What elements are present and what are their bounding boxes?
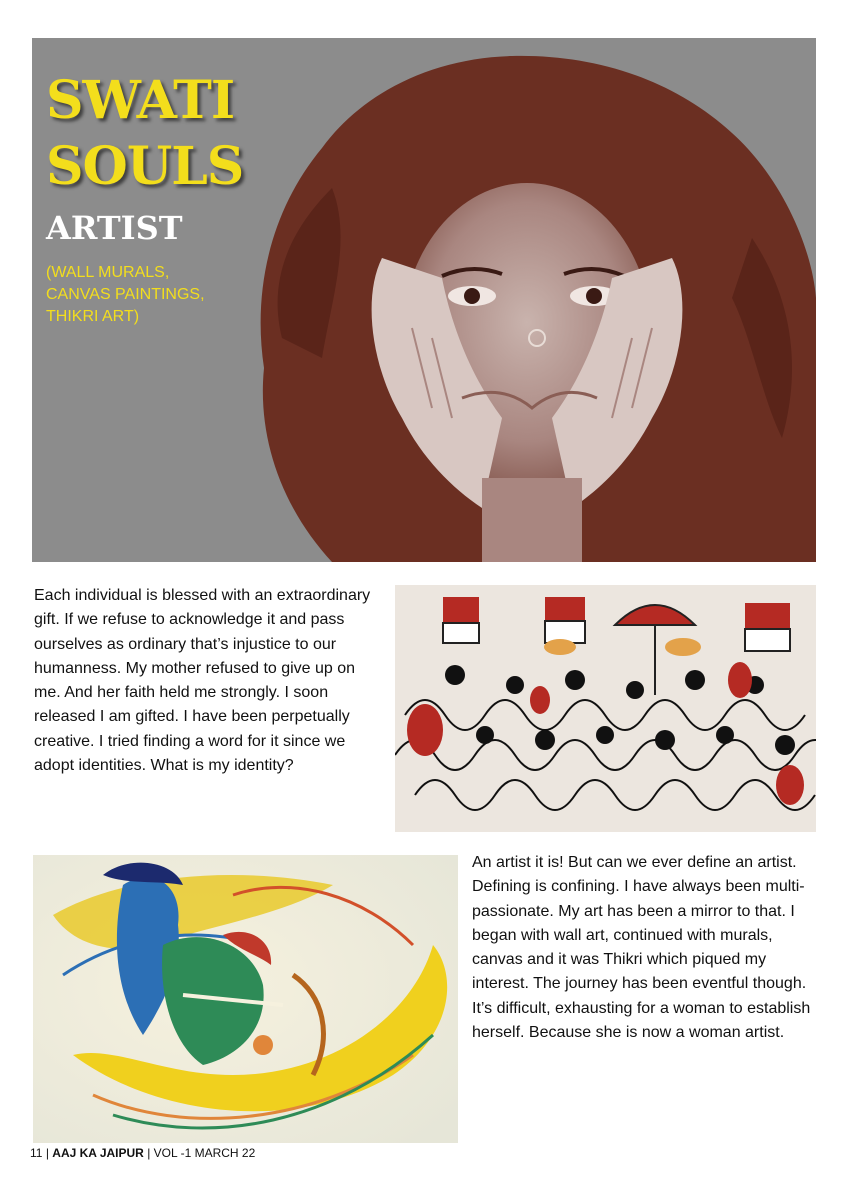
title-line-1: SWATI [46, 70, 235, 131]
body-paragraph-1: Each individual is blessed with an extraordinary gift. If we refuse to acknowledge it and pass ourselves as ordinary that’s injustice to our humanness. My mother refused to give up on me. And her faith held me strongly. I soon released I am gifted. I have been perpetually creative. I tried finding a word for it since we adopt identities. What is my identity? [34, 587, 371, 775]
page-footer [30, 1146, 255, 1160]
mural-artwork-image [395, 585, 816, 832]
painting-artwork-image [33, 855, 458, 1143]
media-line-2: CANVAS PAINTINGS, [46, 286, 205, 303]
footer-separator: | [45, 1146, 49, 1160]
art-media-list [46, 262, 246, 328]
magazine-name: AAJ KA JAIPUR [52, 1146, 144, 1160]
footer-separator: | [147, 1146, 151, 1160]
media-line-1: (WALL MURALS, [46, 264, 170, 281]
body-paragraph-2: An artist it is! But can we ever define an artist. Defining is confining. I have always been multi-passionate. My art has been a mirror to that. I began with wall art, continued with murals, canvas and it was Thikri which piqued my interest. The journey has been eventful though. It’s difficult, exhausting for a woman to establish herself. Because she is now a woman artist. [472, 854, 811, 1042]
painting-illustration [33, 855, 458, 1143]
media-line-3: THIKRI ART) [46, 308, 140, 325]
title-line-2: SOULS [46, 136, 244, 197]
page-number: 11 [30, 1146, 43, 1160]
mural-illustration [395, 585, 816, 832]
artist-role: ARTIST [46, 209, 183, 247]
artist-name [46, 68, 243, 200]
issue-info: VOL -1 MARCH 22 [153, 1146, 256, 1160]
hero-portrait-banner [32, 38, 816, 562]
